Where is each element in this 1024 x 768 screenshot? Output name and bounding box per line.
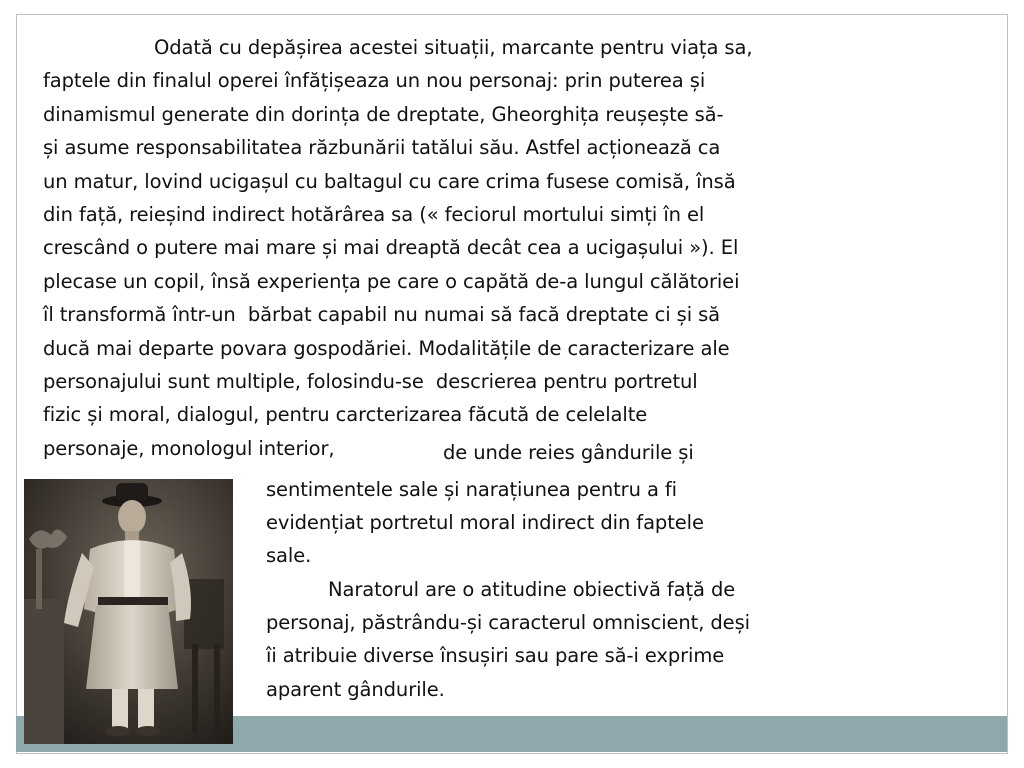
text-line: crescând o putere mai mare și mai dreaptă decât cea a ucigașului »). El bbox=[43, 236, 739, 260]
text-line: dinamismul generate din dorința de dreptate, Gheorghița reușește să- bbox=[43, 102, 724, 126]
text-line: Naratorul are o atitudine obiectivă față de bbox=[328, 578, 736, 601]
paragraph-1-continuation bbox=[266, 473, 704, 573]
text-line: plecase un copil, însă experiența pe care o capătă de-a lungul călătoriei bbox=[43, 269, 740, 293]
paragraph-2 bbox=[266, 573, 750, 706]
text-line: un matur, lovind ucigașul cu baltagul cu care crima fusese comisă, însă bbox=[43, 169, 736, 193]
text-line: ducă mai departe povara gospodăriei. Modalitățile de caracterizare ale bbox=[43, 336, 730, 360]
text-line: din față, reieșind indirect hotărârea sa (« feciorul mortului simți în el bbox=[43, 203, 705, 227]
text-line: fizic și moral, dialogul, pentru carcterizarea făcută de celelalte bbox=[43, 403, 648, 427]
text-line: aparent gândurile. bbox=[266, 677, 445, 701]
text-line: sentimentele sale și narațiunea pentru a fi bbox=[266, 478, 677, 501]
text-line: faptele din finalul operei înfățișeaza un nou personaj: prin puterea și bbox=[43, 69, 706, 93]
text-line: personaj, păstrându-și caracterul omniscient, deși bbox=[266, 611, 750, 635]
paragraph-1 bbox=[43, 31, 752, 465]
text-line: evidențiat portretul moral indirect din faptele bbox=[266, 511, 704, 535]
text-line: și asume responsabilitatea răzbunării tatălui său. Astfel acționează ca bbox=[43, 136, 721, 160]
paragraph-1-tail: de unde reies gândurile și bbox=[443, 441, 694, 464]
text-line: personajului sunt multiple, folosindu-se descrierea pentru portretul bbox=[43, 370, 698, 394]
text-line: personaje, monologul interior, bbox=[43, 436, 335, 460]
boy-portrait-photo bbox=[24, 479, 233, 744]
text-line: sale. bbox=[266, 544, 312, 568]
text-line: Odată cu depășirea acestei situații, marcante pentru viața sa, bbox=[154, 36, 753, 59]
text-line: îl transformă într-un bărbat capabil nu numai să facă dreptate ci și să bbox=[43, 303, 721, 327]
text-line: îi atribuie diverse însușiri sau pare să-i exprime bbox=[266, 644, 725, 668]
